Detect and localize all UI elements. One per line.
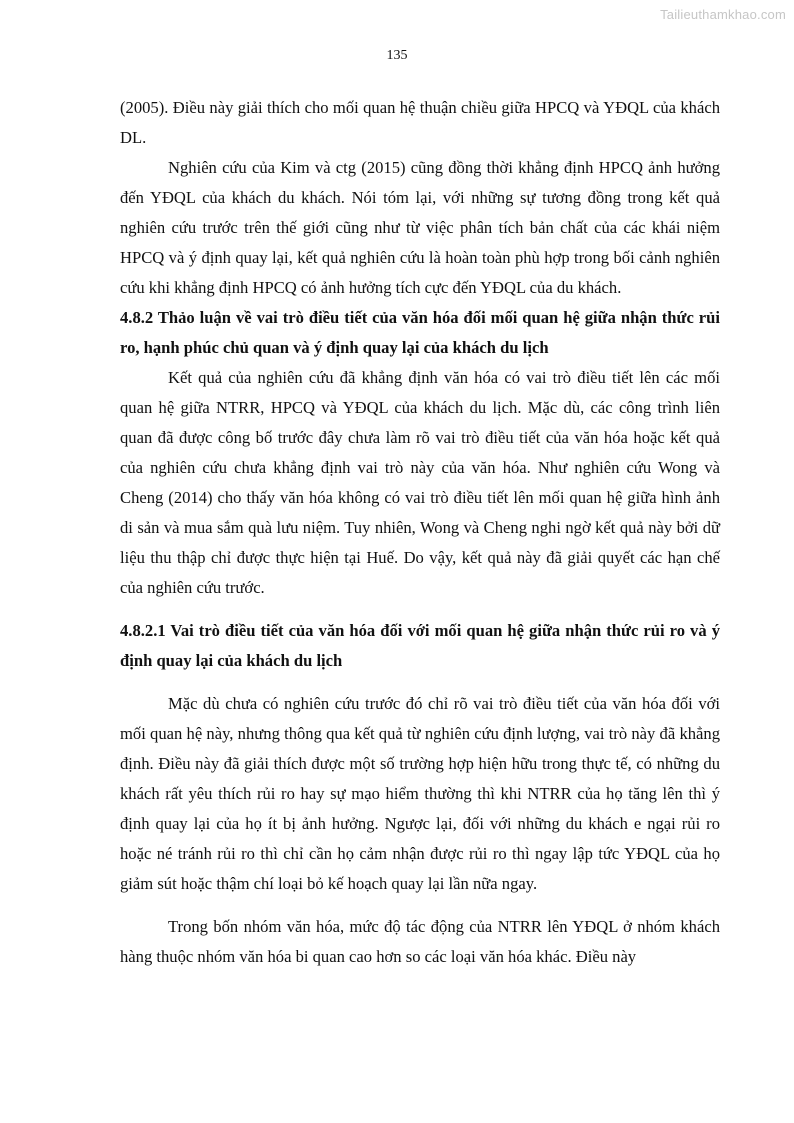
paragraph-continuation: (2005). Điều này giải thích cho mối quan hệ thuận chiều giữa HPCQ và YĐQL của khách DL.: [120, 98, 720, 147]
paragraph-risk-perception: Mặc dù chưa có nghiên cứu trước đó chỉ rõ vai trò điều tiết của văn hóa đối với mối quan hệ này, nhưng thông qua kết quả từ nghiên cứu định lượng, vai trò này đã khẳng định. Điều này đã giải thích được một số trường hợp hiện hữu trong thực tế, có những du khách rất yêu thích rủi ro hay sự mạo hiểm thường thì khi NTRR của họ tăng lên thì ý định quay lại của họ ít bị ảnh hưởng. Ngược lại, đối với những du khách e ngại rủi ro hoặc né tránh rủi ro thì chỉ cần họ cảm nhận được rủi ro thì ngay lập tức YĐQL của họ giảm sút hoặc thậm chí loại bỏ kế hoạch quay lại lần nữa ngay.: [120, 694, 720, 893]
watermark: Tailieuthamkhao.com: [660, 7, 786, 22]
paragraph-culture-groups: Trong bốn nhóm văn hóa, mức độ tác động của NTRR lên YĐQL ở nhóm khách hàng thuộc nhóm văn hóa bi quan cao hơn so các loại văn hóa khác. Điều này: [120, 917, 720, 966]
document-body: [120, 93, 720, 972]
section-heading-4-8-2: 4.8.2 Thảo luận về vai trò điều tiết của văn hóa đối mối quan hệ giữa nhận thức rủi ro, hạnh phúc chủ quan và ý định quay lại của khách du lịch: [120, 308, 720, 357]
subsection-heading-4-8-2-1: 4.8.2.1 Vai trò điều tiết của văn hóa đối với mối quan hệ giữa nhận thức rủi ro và ý định quay lại của khách du lịch: [120, 621, 720, 670]
paragraph-kim-2015: Nghiên cứu của Kim và ctg (2015) cũng đồng thời khẳng định HPCQ ảnh hưởng đến YĐQL của khách du khách. Nói tóm lại, với những sự tương đồng trong kết quả nghiên cứu trước trên thế giới cũng như từ việc phân tích bản chất của các khái niệm HPCQ và ý định quay lại, kết quả nghiên cứu là hoàn toàn phù hợp trong bối cảnh nghiên cứu khi khẳng định HPCQ có ảnh hưởng tích cực đến YĐQL của du khách.: [120, 158, 720, 297]
paragraph-moderating-role: Kết quả của nghiên cứu đã khẳng định văn hóa có vai trò điều tiết lên các mối quan hệ giữa NTRR, HPCQ và YĐQL của khách du lịch. Mặc dù, các công trình liên quan đã được công bố trước đây chưa làm rõ vai trò điều tiết của văn hóa hoặc kết quả của nghiên cứu chưa khẳng định vai trò này của văn hóa. Như nghiên cứu Wong và Cheng (2014) cho thấy văn hóa không có vai trò điều tiết lên mối quan hệ giữa hình ảnh di sản và mua sắm quà lưu niệm. Tuy nhiên, Wong và Cheng nghi ngờ kết quả này bởi dữ liệu thu thập chỉ được thực hiện tại Huế. Do vậy, kết quả này đã giải quyết các hạn chế của nghiên cứu trước.: [120, 368, 720, 597]
page-number: 135: [386, 48, 408, 63]
